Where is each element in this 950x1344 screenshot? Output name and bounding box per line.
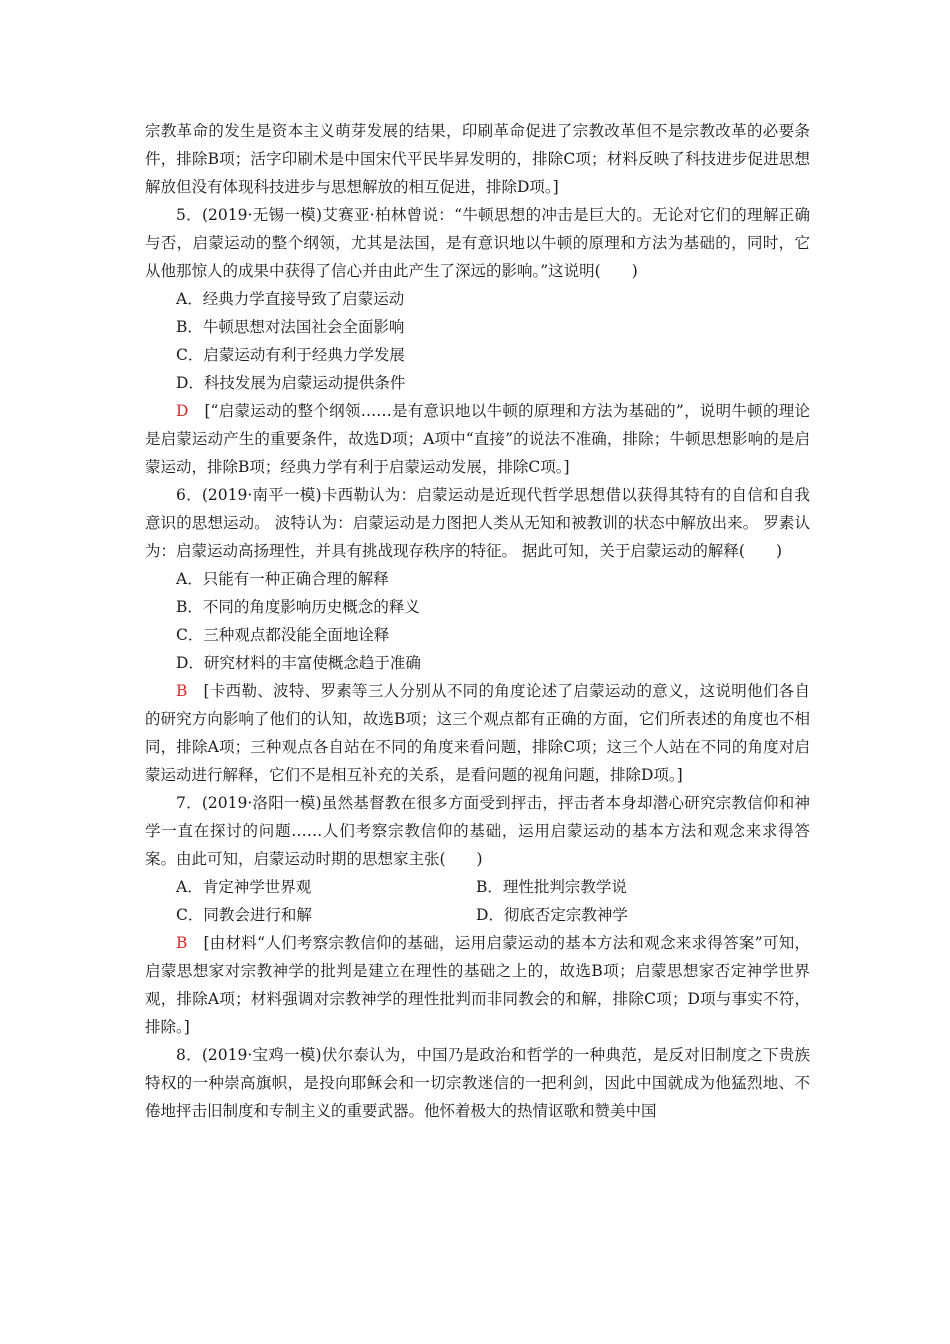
question-6-answer-block <box>145 677 810 789</box>
question-5-option-b: B．牛顿思想对法国社会全面影响 <box>176 318 405 336</box>
question-6-option-c: C．三种观点都没能全面地诠释 <box>176 626 390 644</box>
question-5-option-d: D．科技发展为启蒙运动提供条件 <box>176 374 406 392</box>
question-7-explanation: [由材料“人们考察宗教信仰的基础，运用启蒙运动的基本方法和观念来求得答案”可知，启蒙思想家对宗教神学的批判是建立在理性的基础之上的，故选B项；启蒙思想家否定神学世界观，排除A项；材料强调对宗教神学的理性批判而非同教会的和解，排除C项；D项与事实不符，排除。] <box>145 934 810 1036</box>
question-7-option-a: A．肯定神学世界观 <box>176 878 312 896</box>
question-6-stem: 6．(2019·南平一模)卡西勒认为：启蒙运动是近现代哲学思想借以获得其特有的自信和自我意识的思想运动。 波特认为：启蒙运动是力图把人类从无知和被教训的状态中解放出来。 罗素认为：启蒙运动高扬理性，并具有挑战现存秩序的特征。 据此可知，关于启蒙运动的解释( ) <box>145 486 810 560</box>
question-6-explanation: [卡西勒、波特、罗素等三人分别从不同的角度论述了启蒙运动的意义，这说明他们各自的研究方向影响了他们的认知，故选B项；这三个观点都有正确的方面，它们所表述的角度也不相同，排除A项；三种观点各自站在不同的角度来看问题，排除C项；这三个人站在不同的角度对启蒙运动进行解释，它们不是相互补充的关系，是看问题的视角问题，排除D项。] <box>145 682 810 784</box>
question-7 <box>145 789 810 1041</box>
question-6-option-b: B．不同的角度影响历史概念的释义 <box>176 598 420 616</box>
question-7-stem: 7．(2019·洛阳一模)虽然基督教在很多方面受到抨击，抨击者本身却潜心研究宗教信仰和神学一直在探讨的问题……人们考察宗教信仰的基础，运用启蒙运动的基本方法和观念来求得答案。由此可知，启蒙运动时期的思想家主张( ) <box>145 794 810 868</box>
question-6-option-d: D．研究材料的丰富使概念趋于准确 <box>176 654 421 672</box>
question-5 <box>145 201 810 481</box>
question-7-option-c: C．同教会进行和解 <box>176 906 312 924</box>
question-7-option-d: D．彻底否定宗教神学 <box>476 906 628 924</box>
question-5-answer: D <box>176 402 189 420</box>
question-7-answer: B <box>176 934 188 952</box>
question-7-answer-block <box>145 929 810 1041</box>
question-5-option-c: C．启蒙运动有利于经典力学发展 <box>176 346 405 364</box>
question-6 <box>145 481 810 789</box>
question-5-answer-block <box>145 397 810 481</box>
question-7-option-b: B．理性批判宗教学说 <box>476 878 627 896</box>
question-8-stem: 8．(2019·宝鸡一模)伏尔泰认为，中国乃是政治和哲学的一种典范，是反对旧制度之下贵族特权的一种崇高旗帜，是投向耶稣会和一切宗教迷信的一把利剑，因此中国就成为他猛烈地、不倦地抨击旧制度和专制主义的重要武器。他怀着极大的热情讴歌和赞美中国 <box>145 1046 810 1120</box>
question-7-options-row-1 <box>145 873 810 901</box>
intro-explanation: 宗教革命的发生是资本主义萌芽发展的结果，印刷革命促进了宗教改革但不是宗教改革的必要条件，排除B项；活字印刷术是中国宋代平民毕昇发明的，排除C项；材料反映了科技进步促进思想解放但没有体现科技进步与思想解放的相互促进，排除D项。] <box>145 122 810 196</box>
question-5-stem: 5．(2019·无锡一模)艾赛亚·柏林曾说：“牛顿思想的冲击是巨大的。无论对它们的理解正确与否，启蒙运动的整个纲领，尤其是法国，是有意识地以牛顿的原理和方法为基础的，同时，它从他那惊人的成果中获得了信心并由此产生了深远的影响。”这说明( ) <box>145 206 810 280</box>
question-6-answer: B <box>176 682 188 700</box>
question-8 <box>145 1041 810 1125</box>
question-6-option-a: A．只能有一种正确合理的解释 <box>176 570 389 588</box>
question-5-explanation: [“启蒙运动的整个纲领……是有意识地以牛顿的原理和方法为基础的”，说明牛顿的理论是启蒙运动产生的重要条件，故选D项；A项中“直接”的说法不准确，排除；牛顿思想影响的是启蒙运动，排除B项；经典力学有利于启蒙运动发展，排除C项。] <box>145 402 810 476</box>
question-7-options-row-2 <box>145 901 810 929</box>
question-5-option-a: A．经典力学直接导致了启蒙运动 <box>176 290 405 308</box>
